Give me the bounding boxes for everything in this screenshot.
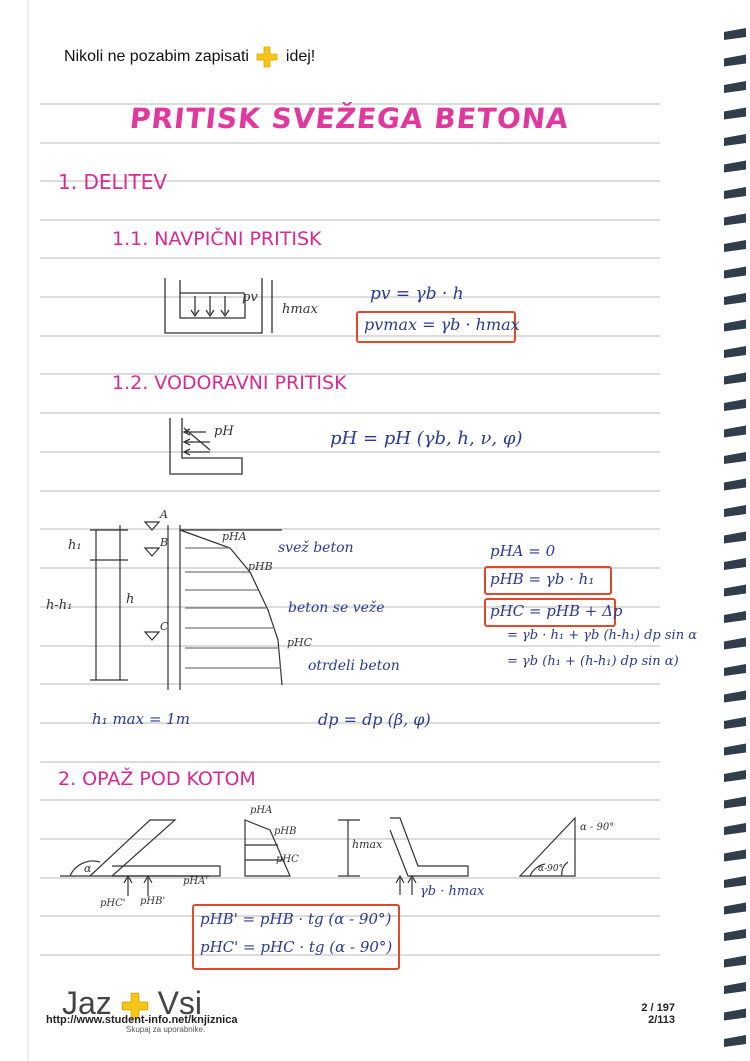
zone-fresh-concrete: svež beton bbox=[278, 540, 354, 556]
binding-ring bbox=[724, 452, 746, 464]
page-number-total: 2 / 197 bbox=[641, 1002, 675, 1014]
binding-ring bbox=[724, 479, 746, 491]
label-pHA: pHA bbox=[222, 530, 247, 543]
binding-ring bbox=[724, 744, 746, 756]
binding-ring bbox=[724, 770, 746, 782]
binding-ring bbox=[724, 28, 746, 40]
binding-ring bbox=[724, 664, 746, 676]
pressure-distribution-diagram bbox=[90, 522, 282, 690]
footer-url[interactable]: http://www.student-info.net/knjiznica bbox=[46, 1014, 238, 1026]
binding-ring bbox=[724, 929, 746, 941]
label-pHC-prime: pHC' bbox=[100, 898, 126, 909]
vertical-pressure-sketch bbox=[165, 278, 272, 333]
spiral-binding bbox=[724, 28, 746, 1047]
formula-pvmax: pvmax = γb · hmax bbox=[364, 315, 520, 334]
section-2-heading: 2. OPAŽ POD KOTOM bbox=[58, 768, 256, 790]
label-pHB-prime: pHB' bbox=[140, 896, 166, 907]
label-pHC-2: pHC bbox=[276, 854, 299, 865]
eq-expand-1: = γb · h₁ + γb (h-h₁) dp sin α bbox=[507, 628, 697, 643]
binding-ring bbox=[724, 797, 746, 809]
section-1-1-heading: 1.1. NAVPIČNI PRITISK bbox=[112, 228, 322, 250]
page-number-local: 2/113 bbox=[648, 1014, 675, 1026]
section-1-heading: 1. DELITEV bbox=[58, 170, 168, 194]
binding-ring bbox=[724, 320, 746, 332]
eq-pHB: pHB = γb · h₁ bbox=[490, 570, 595, 588]
binding-ring bbox=[724, 426, 746, 438]
binding-ring bbox=[724, 638, 746, 650]
footer-subtitle: Skupaj za uporabnike. bbox=[126, 1025, 206, 1034]
binding-ring bbox=[724, 346, 746, 358]
binding-ring bbox=[724, 214, 746, 226]
label-pv: pv bbox=[242, 290, 258, 305]
binding-ring bbox=[724, 81, 746, 93]
binding-ring bbox=[724, 108, 746, 120]
label-pHC: pHC bbox=[287, 636, 313, 649]
note-dp: dp = dp (β, φ) bbox=[318, 710, 431, 729]
binding-ring bbox=[724, 161, 746, 173]
eq-pHA: pHA = 0 bbox=[490, 542, 556, 560]
binding-ring bbox=[724, 1035, 746, 1047]
binding-ring bbox=[724, 532, 746, 544]
binding-ring bbox=[724, 293, 746, 305]
logo-left-text: Jaz bbox=[62, 985, 112, 1021]
binding-ring bbox=[724, 399, 746, 411]
label-h-minus-h1: h-h₁ bbox=[46, 598, 73, 613]
binding-ring bbox=[724, 240, 746, 252]
binding-ring bbox=[724, 850, 746, 862]
label-pHA-2: pHA bbox=[250, 805, 273, 816]
zone-setting-concrete: beton se veže bbox=[288, 600, 385, 616]
label-angle-2: α-90° bbox=[538, 864, 564, 874]
formula-ph: pH = pH (γb, h, ν, φ) bbox=[330, 428, 523, 449]
binding-ring bbox=[724, 373, 746, 385]
binding-ring bbox=[724, 558, 746, 570]
inclined-formwork-sketch bbox=[60, 818, 575, 896]
label-A: A bbox=[160, 508, 168, 521]
label-angle: α - 90° bbox=[580, 822, 615, 833]
label-hmax: hmax bbox=[282, 302, 318, 317]
header-slogan bbox=[64, 46, 315, 68]
binding-ring bbox=[724, 267, 746, 279]
label-C: C bbox=[160, 620, 169, 633]
label-pHA-prime: pHA' bbox=[183, 876, 209, 887]
eq-pHB-prime: pHB' = pHB · tg (α - 90°) bbox=[200, 910, 392, 928]
binding-ring bbox=[724, 55, 746, 67]
plus-icon bbox=[256, 46, 278, 68]
binding-ring bbox=[724, 717, 746, 729]
label-alpha: α bbox=[84, 862, 92, 875]
binding-ring bbox=[724, 134, 746, 146]
binding-ring bbox=[724, 876, 746, 888]
binding-ring bbox=[724, 691, 746, 703]
eq-expand-2: = γb (h₁ + (h-h₁) dp sin α) bbox=[507, 654, 679, 669]
binding-ring bbox=[724, 982, 746, 994]
binding-ring bbox=[724, 956, 746, 968]
zone-hardened-concrete: otrdeli beton bbox=[308, 658, 400, 674]
binding-ring bbox=[724, 187, 746, 199]
label-h1: h₁ bbox=[68, 538, 82, 553]
binding-ring bbox=[724, 585, 746, 597]
label-B: B bbox=[160, 536, 169, 549]
header-text-after: idej! bbox=[285, 48, 316, 66]
label-h: h bbox=[126, 592, 135, 607]
page-title: PRITISK SVEŽEGA BETONA bbox=[128, 102, 571, 135]
formula-pv: pv = γb · h bbox=[370, 284, 464, 304]
label-pHB: pHB bbox=[248, 560, 273, 573]
section-1-2-heading: 1.2. VODORAVNI PRITISK bbox=[112, 372, 347, 394]
binding-ring bbox=[724, 823, 746, 835]
binding-ring bbox=[724, 1009, 746, 1021]
logo-right-text: Vsi bbox=[157, 985, 203, 1021]
label-ph: pH bbox=[214, 424, 234, 439]
header-text-before: Nikoli ne pozabim zapisati bbox=[64, 48, 249, 66]
label-hmax-2: hmax bbox=[352, 838, 383, 851]
binding-ring bbox=[724, 611, 746, 623]
note-h1max: h₁ max = 1m bbox=[92, 710, 190, 728]
label-pHB-2: pHB bbox=[274, 826, 297, 837]
label-load: γb · hmax bbox=[420, 884, 485, 899]
binding-ring bbox=[724, 903, 746, 915]
eq-pHC: pHC = pHB + Δp bbox=[490, 602, 623, 620]
binding-ring bbox=[724, 505, 746, 517]
eq-pHC-prime: pHC' = pHC · tg (α - 90°) bbox=[200, 938, 393, 956]
